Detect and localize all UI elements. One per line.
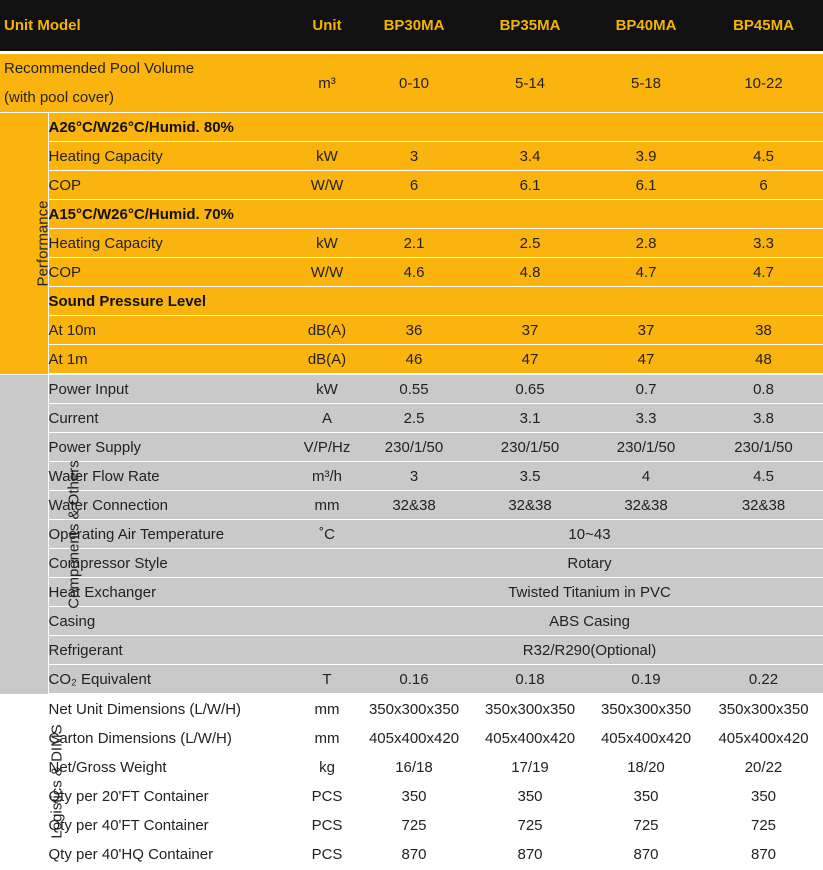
row-unit: kg [298, 753, 356, 782]
cell-value: 4.7 [588, 258, 704, 287]
pool-volume-value: 5-14 [472, 53, 588, 113]
cell-value: 46 [356, 345, 472, 375]
row-label: Heating Capacity [48, 229, 298, 258]
heat-exchanger-row [0, 578, 823, 607]
row-unit: mm [298, 491, 356, 520]
cell-value: 20/22 [704, 753, 823, 782]
cell-value: 230/1/50 [472, 433, 588, 462]
cell-value: 230/1/50 [356, 433, 472, 462]
row-label: COP [48, 258, 298, 287]
cell-value: 0.19 [588, 665, 704, 695]
cell-value: 350x300x350 [588, 694, 704, 724]
row-unit: T [298, 665, 356, 695]
condition-row [0, 200, 823, 229]
cell-value: 47 [588, 345, 704, 375]
row-unit [298, 578, 356, 607]
model-header: BP40MA [588, 0, 704, 53]
cell-value: 0.22 [704, 665, 823, 695]
row-label: Qty per 20'FT Container [48, 782, 298, 811]
cell-value: 230/1/50 [704, 433, 823, 462]
header-row [0, 0, 823, 53]
cell-value: 3.3 [588, 404, 704, 433]
sound-1m-row [0, 345, 823, 375]
row-label: Casing [48, 607, 298, 636]
water-connection-row [0, 491, 823, 520]
sound-pressure-row [0, 287, 823, 316]
cell-value: 2.5 [472, 229, 588, 258]
row-unit: mm [298, 694, 356, 724]
carton-dimensions-row [0, 724, 823, 753]
row-label: Heat Exchanger [48, 578, 298, 607]
cell-value: 32&38 [704, 491, 823, 520]
cell-value: 3 [356, 462, 472, 491]
cell-value: 350 [588, 782, 704, 811]
row-unit: kW [298, 142, 356, 171]
cell-value: 350 [356, 782, 472, 811]
power-supply-row [0, 433, 823, 462]
row-label: Net/Gross Weight [48, 753, 298, 782]
row-unit: mm [298, 724, 356, 753]
row-label: Compressor Style [48, 549, 298, 578]
cell-value: 3.3 [704, 229, 823, 258]
row-unit: ˚C [298, 520, 356, 549]
row-label: Refrigerant [48, 636, 298, 665]
cell-value: 3.9 [588, 142, 704, 171]
row-label: Power Input [48, 374, 298, 404]
power-input-row [0, 374, 823, 404]
cell-value: 6.1 [472, 171, 588, 200]
cell-value: 16/18 [356, 753, 472, 782]
cell-value: 870 [356, 840, 472, 869]
cell-value: 3.1 [472, 404, 588, 433]
cell-value: 17/19 [472, 753, 588, 782]
row-unit: PCS [298, 782, 356, 811]
cell-value: 37 [588, 316, 704, 345]
pool-volume-row [0, 53, 823, 113]
row-unit: dB(A) [298, 345, 356, 375]
model-header: BP30MA [356, 0, 472, 53]
row-label: Net Unit Dimensions (L/W/H) [48, 694, 298, 724]
row-unit: V/P/Hz [298, 433, 356, 462]
cell-value: ABS Casing [356, 607, 823, 636]
cell-value: 2.5 [356, 404, 472, 433]
pool-volume-label-line2: (with pool cover) [4, 89, 115, 106]
cell-value: 3.8 [704, 404, 823, 433]
condition-label: A15°C/W26°C/Humid. 70% [48, 200, 823, 229]
operating-air-temp-row [0, 520, 823, 549]
cell-value: 4.6 [356, 258, 472, 287]
cell-value: 2.8 [588, 229, 704, 258]
unit-model-header: Unit Model [0, 0, 298, 53]
cell-value: 37 [472, 316, 588, 345]
cell-value: 32&38 [472, 491, 588, 520]
qty-40ft-row [0, 811, 823, 840]
casing-row [0, 607, 823, 636]
cell-value: 3 [356, 142, 472, 171]
row-label: Qty per 40'FT Container [48, 811, 298, 840]
condition-label: A26°C/W26°C/Humid. 80% [48, 113, 823, 142]
cell-value: R32/R290(Optional) [356, 636, 823, 665]
pool-volume-label [0, 53, 298, 113]
row-label: Water Connection [48, 491, 298, 520]
row-label: Current [48, 404, 298, 433]
cop-row [0, 258, 823, 287]
cell-value: 0.18 [472, 665, 588, 695]
cell-value: 725 [704, 811, 823, 840]
row-unit: W/W [298, 171, 356, 200]
compressor-row [0, 549, 823, 578]
cell-value: 350x300x350 [472, 694, 588, 724]
current-row [0, 404, 823, 433]
cell-value: 350 [472, 782, 588, 811]
cell-value: 870 [472, 840, 588, 869]
cell-value: 350x300x350 [704, 694, 823, 724]
sound-10m-row [0, 316, 823, 345]
cell-value: 350x300x350 [356, 694, 472, 724]
cell-value: 405x400x420 [472, 724, 588, 753]
condition-row [0, 113, 823, 142]
cell-value: 3.4 [472, 142, 588, 171]
cell-value: 4.5 [704, 462, 823, 491]
cell-value: 725 [472, 811, 588, 840]
row-label: At 1m [48, 345, 298, 375]
cell-value: 870 [704, 840, 823, 869]
components-section-label: Components & Others [0, 374, 48, 694]
row-unit: PCS [298, 840, 356, 869]
row-unit: A [298, 404, 356, 433]
cell-value: 32&38 [356, 491, 472, 520]
cell-value: 10~43 [356, 520, 823, 549]
cell-value: 0.8 [704, 374, 823, 404]
heating-capacity-row [0, 229, 823, 258]
cell-value: 350 [704, 782, 823, 811]
water-flow-row [0, 462, 823, 491]
model-header: BP35MA [472, 0, 588, 53]
cell-value: 405x400x420 [588, 724, 704, 753]
logistics-section-label: Logistics & DIMS [0, 694, 48, 869]
row-label: Carton Dimensions (L/W/H) [48, 724, 298, 753]
row-unit: m³/h [298, 462, 356, 491]
cell-value: 4.7 [704, 258, 823, 287]
cell-value: 32&38 [588, 491, 704, 520]
row-label: Water Flow Rate [48, 462, 298, 491]
cell-value: 725 [356, 811, 472, 840]
co2-equivalent-row [0, 665, 823, 695]
row-label: Qty per 40'HQ Container [48, 840, 298, 869]
cell-value: Rotary [356, 549, 823, 578]
cell-value: 6.1 [588, 171, 704, 200]
cell-value: 48 [704, 345, 823, 375]
cell-value: 4.8 [472, 258, 588, 287]
row-unit: kW [298, 229, 356, 258]
qty-20ft-row [0, 782, 823, 811]
cell-value: 47 [472, 345, 588, 375]
row-unit [298, 549, 356, 578]
cell-value: 2.1 [356, 229, 472, 258]
row-unit [298, 636, 356, 665]
row-unit: dB(A) [298, 316, 356, 345]
cell-value: 725 [588, 811, 704, 840]
cell-value: 38 [704, 316, 823, 345]
row-label: Operating Air Temperature [48, 520, 298, 549]
row-unit: W/W [298, 258, 356, 287]
refrigerant-row [0, 636, 823, 665]
model-header: BP45MA [704, 0, 823, 53]
pool-volume-label-line1: Recommended Pool Volume [4, 60, 195, 77]
pool-volume-value: 10-22 [704, 53, 823, 113]
row-label: Heating Capacity [48, 142, 298, 171]
heating-capacity-row [0, 142, 823, 171]
cell-value: 4 [588, 462, 704, 491]
cell-value: 0.55 [356, 374, 472, 404]
cell-value: 0.65 [472, 374, 588, 404]
cell-value: 870 [588, 840, 704, 869]
cell-value: 36 [356, 316, 472, 345]
row-label: COP [48, 171, 298, 200]
row-unit: PCS [298, 811, 356, 840]
net-dimensions-row [0, 694, 823, 724]
pool-volume-value: 5-18 [588, 53, 704, 113]
cell-value: 0.16 [356, 665, 472, 695]
performance-section-label: Performance [0, 113, 48, 375]
cell-value: 0.7 [588, 374, 704, 404]
unit-header: Unit [298, 0, 356, 53]
row-label: Power Supply [48, 433, 298, 462]
weight-row [0, 753, 823, 782]
row-unit [298, 607, 356, 636]
qty-40hq-row [0, 840, 823, 869]
cell-value: 405x400x420 [704, 724, 823, 753]
row-label: CO₂ Equivalent [48, 665, 298, 695]
pool-volume-unit: m³ [298, 53, 356, 113]
cell-value: 405x400x420 [356, 724, 472, 753]
cell-value: 6 [704, 171, 823, 200]
row-unit: kW [298, 374, 356, 404]
cop-row [0, 171, 823, 200]
cell-value: 4.5 [704, 142, 823, 171]
cell-value: Twisted Titanium in PVC [356, 578, 823, 607]
sound-pressure-label: Sound Pressure Level [48, 287, 823, 316]
pool-volume-value: 0-10 [356, 53, 472, 113]
cell-value: 230/1/50 [588, 433, 704, 462]
cell-value: 3.5 [472, 462, 588, 491]
row-label: At 10m [48, 316, 298, 345]
cell-value: 6 [356, 171, 472, 200]
cell-value: 18/20 [588, 753, 704, 782]
